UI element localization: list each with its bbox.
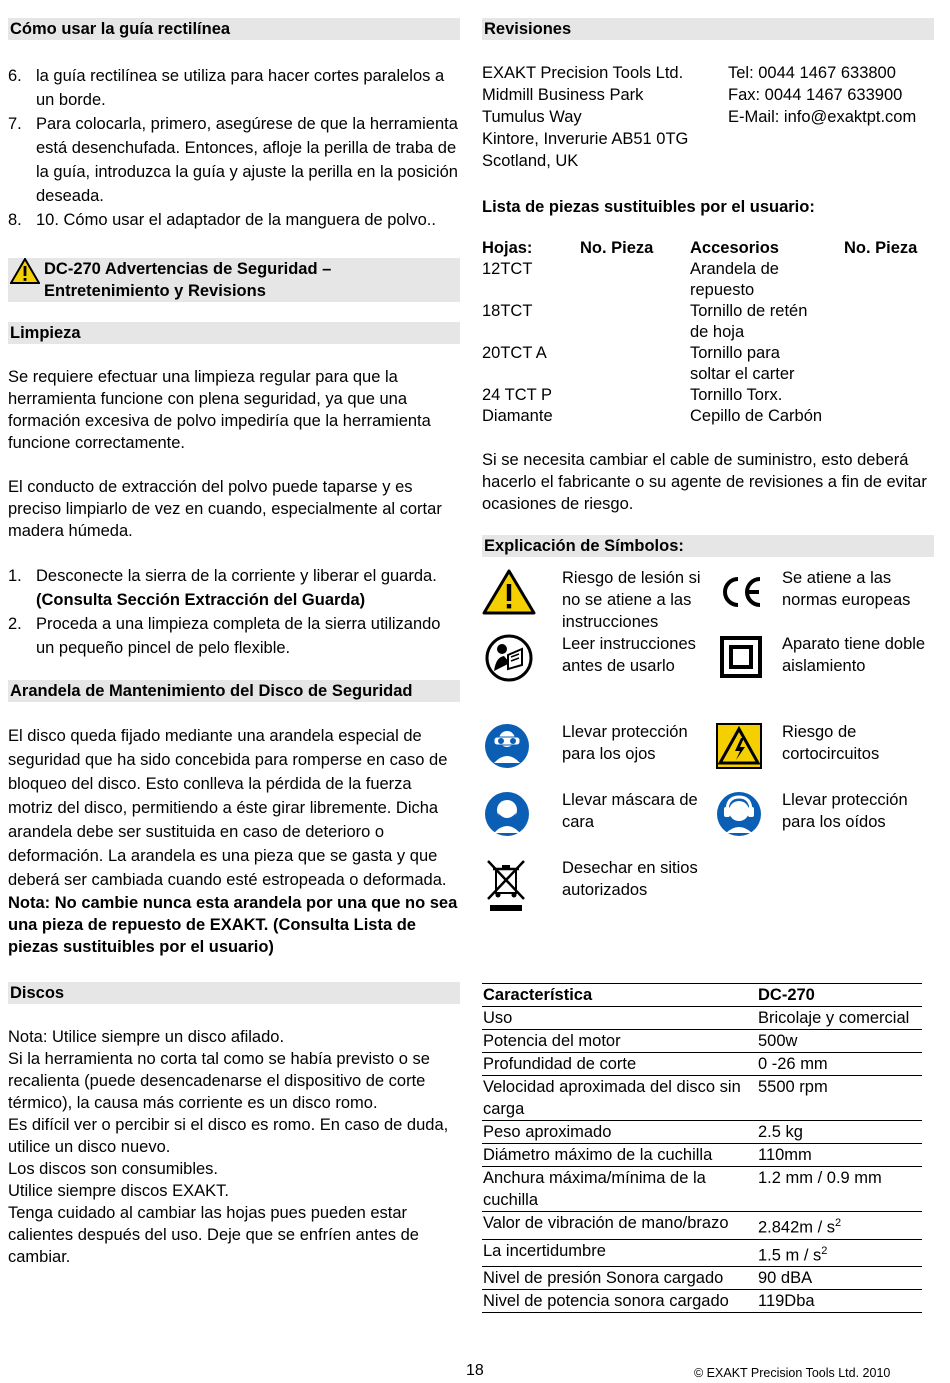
blade-name: 12TCT	[482, 260, 533, 278]
discs-heading: Discos	[8, 982, 460, 1004]
symbol-weee	[482, 857, 712, 917]
eye-protection-icon	[482, 721, 540, 771]
symbol-face-mask	[482, 789, 712, 839]
spec-value-text: 1.2 mm / 0.9 mm	[758, 1169, 882, 1187]
contact-line: E-Mail: info@exaktpt.com	[728, 108, 917, 126]
accessory-name: Tornillo Torx.	[690, 386, 783, 404]
guide-steps-list	[8, 64, 460, 232]
spec-name: Velocidad aproximada del disco sin carga	[482, 1076, 757, 1121]
discs-line: Si la herramienta no corta tal como se había previsto o se recalienta (puede desencadenarse el dispositivo de corte térmico), la causa más corriente es un disco romo.	[8, 1050, 430, 1112]
accessory-part-no	[844, 301, 934, 343]
address-line: Scotland, UK	[482, 152, 579, 170]
ce-mark-icon	[714, 567, 772, 617]
blade-name: 18TCT	[482, 302, 533, 320]
washer-paragraph: El disco queda fijado mediante una arandela especial de seguridad que ha sido concebida para romperse en caso de bloqueo del disco. Esto conlleva la pérdida de la fuerza motriz del disco, permitiendo a éste girar libremente. Dicha arandela debe ser sustituida en caso de deterioro o deformación. La arandela es una pieza que se gasta y que deberá ser cambiada cuando esté estropeada o deformada.	[8, 727, 448, 889]
spec-value-text: 90 dBA	[758, 1269, 813, 1287]
spec-value	[757, 1007, 922, 1030]
symbol-ce-text: Se atiene a las normas europeas	[782, 569, 911, 609]
copyright: © EXAKT Precision Tools Ltd. 2010	[694, 1366, 891, 1380]
guide-heading: Cómo usar la guía rectilínea	[8, 18, 460, 40]
revisions-heading: Revisiones	[482, 18, 934, 40]
spec-value	[757, 1167, 922, 1212]
spec-value	[757, 1144, 922, 1167]
parts-title: Lista de piezas sustituibles por el usuario:	[482, 198, 815, 216]
spec-row	[482, 1290, 922, 1313]
parts-row	[482, 259, 934, 301]
spec-row	[482, 1121, 922, 1144]
accessory-part-no	[844, 406, 934, 427]
spec-name: Característica	[482, 984, 757, 1007]
spec-name: Uso	[482, 1007, 757, 1030]
spec-name: Nivel de presión Sonora cargado	[482, 1267, 757, 1290]
weee-bin-icon	[482, 857, 540, 917]
discs-text	[8, 1026, 460, 1268]
blade-part-no	[580, 385, 690, 406]
warning-triangle-icon	[10, 258, 40, 284]
spec-name: Anchura máxima/mínima de la cuchilla	[482, 1167, 757, 1212]
page-number: 18	[466, 1362, 484, 1379]
spec-row	[482, 1053, 922, 1076]
contact-block	[482, 62, 934, 172]
guide-step	[8, 64, 460, 112]
blade-part-no	[580, 259, 690, 301]
spec-value	[757, 1076, 922, 1121]
washer-note: Nota: No cambie nunca esta arandela por una que no sea una pieza de repuesto de EXAKT. (Consulta Lista de piezas sustituibles por el usuario)	[8, 894, 458, 956]
right-column	[482, 18, 934, 1313]
cleaning-paragraph-2: El conducto de extracción del polvo puede taparse y es preciso limpiarlo de vez en cuando, especialmente al cortar madera húmeda.	[8, 478, 442, 540]
step-text: Desconecte la sierra de la corriente y liberar el guarda.	[36, 567, 437, 585]
spec-name: Profundidad de corte	[482, 1053, 757, 1076]
symbol-ear-protection	[714, 789, 942, 839]
contact-info	[728, 62, 916, 172]
guide-step	[8, 112, 460, 208]
address	[482, 62, 728, 172]
symbol-double-insulation-text: Aparato tiene doble aislamiento	[782, 635, 926, 675]
accessory-part-no	[844, 343, 934, 385]
spec-value-text: 119Dba	[758, 1292, 815, 1310]
blade-part-no	[580, 343, 690, 385]
contact-line: Fax: 0044 1467 633900	[728, 86, 903, 104]
symbol-face-mask-text: Llevar máscara de cara	[562, 791, 698, 831]
symbol-eye-protection-text: Llevar protección para los ojos	[562, 723, 688, 763]
symbols-grid	[482, 567, 934, 917]
double-insulation-icon	[714, 633, 772, 683]
address-line: EXAKT Precision Tools Ltd.	[482, 64, 684, 82]
spec-row	[482, 1167, 922, 1212]
spec-value	[757, 984, 922, 1007]
accessory-name: Arandela de repuesto	[690, 260, 779, 299]
parts-row	[482, 343, 934, 385]
spec-row	[482, 1076, 922, 1121]
symbol-double-insulation	[714, 633, 932, 683]
discs-line: Tenga cuidado al cambiar las hojas pues pueden estar calientes después del uso. Deje que se enfríen antes de cambiar.	[8, 1204, 419, 1266]
step-text: Proceda a una limpieza completa de la sierra utilizando un pequeño pincel de pelo flexible.	[36, 615, 441, 657]
spec-value-text: 2.5 kg	[758, 1123, 803, 1141]
spec-value-exponent: 2	[821, 1244, 828, 1257]
spec-value-text: 5500 rpm	[758, 1078, 828, 1096]
blade-part-no	[580, 406, 690, 427]
warning-triangle-icon	[482, 567, 540, 617]
safety-heading-box	[8, 258, 460, 302]
blade-name: 20TCT A	[482, 344, 547, 362]
spec-value-text: 1.5 m / s	[758, 1246, 822, 1264]
electric-hazard-icon	[714, 721, 772, 771]
spec-row	[482, 984, 922, 1007]
parts-row	[482, 301, 934, 343]
contact-line: Tel: 0044 1467 633800	[728, 64, 896, 82]
accessory-name: Tornillo para soltar el carter	[690, 344, 795, 383]
spec-name: Diámetro máximo de la cuchilla	[482, 1144, 757, 1167]
step-number: 2.	[8, 615, 22, 633]
parts-row	[482, 406, 934, 427]
safety-heading: DC-270 Advertencias de Seguridad – Entretenimiento y Revisions	[44, 260, 332, 300]
blade-part-no	[580, 301, 690, 343]
symbol-electric-hazard	[714, 721, 932, 771]
symbol-electric-hazard-text: Riesgo de cortocircuitos	[782, 723, 880, 763]
cleaning-step	[8, 612, 460, 660]
spec-value	[757, 1290, 922, 1313]
symbol-warning	[482, 567, 702, 633]
spec-row	[482, 1030, 922, 1053]
discs-line: Utilice siempre discos EXAKT.	[8, 1182, 229, 1200]
accessory-part-no	[844, 259, 934, 301]
spec-value-text: 2.842m / s	[758, 1218, 836, 1237]
step-reference: (Consulta Sección Extracción del Guarda)	[36, 591, 366, 609]
spec-row	[482, 1144, 922, 1167]
spec-name: Potencia del motor	[482, 1030, 757, 1053]
symbol-ear-protection-text: Llevar protección para los oídos	[782, 791, 908, 831]
discs-line: Nota: Utilice siempre un disco afilado.	[8, 1028, 285, 1046]
symbol-read-manual-text: Leer instrucciones antes de usarlo	[562, 635, 696, 675]
spec-value	[757, 1053, 922, 1076]
specs-table	[482, 983, 922, 1313]
spec-value-text: 500w	[758, 1032, 798, 1050]
blade-name: Diamante	[482, 407, 553, 425]
accessory-part-no	[844, 385, 934, 406]
accessory-name: Tornillo de retén de hoja	[690, 302, 808, 341]
spec-value-exponent: 2	[835, 1217, 842, 1229]
accessory-name: Cepillo de Carbón	[690, 407, 823, 425]
spec-name: Peso aproximado	[482, 1121, 757, 1144]
left-column	[8, 18, 460, 1268]
symbol-eye-protection	[482, 721, 712, 771]
cleaning-steps-list	[8, 564, 460, 660]
cleaning-step	[8, 564, 460, 612]
spec-value-text: DC-270	[758, 986, 815, 1004]
parts-table	[482, 238, 934, 427]
symbol-weee-text: Desechar en sitios autorizados	[562, 859, 698, 899]
spec-row	[482, 1267, 922, 1290]
discs-line: Es difícil ver o percibir si el disco es romo. En caso de duda, utilice un disco nuevo.	[8, 1116, 449, 1156]
parts-header-part-no: No. Pieza	[580, 239, 654, 257]
spec-value-text: 0 -26 mm	[758, 1055, 828, 1073]
read-manual-icon	[482, 633, 540, 683]
symbol-warning-text: Riesgo de lesión si no se atiene a las instrucciones	[562, 569, 701, 631]
blade-name: 24 TCT P	[482, 386, 553, 404]
step-text: la guía rectilínea se utiliza para hacer cortes paralelos a un borde.	[36, 67, 445, 109]
cleaning-paragraph-1: Se requiere efectuar una limpieza regular para que la herramienta funcione con plena seguridad, ya que una formación excesiva de polvo impediría que la herramienta funcione correctamente.	[8, 368, 431, 452]
cable-paragraph: Si se necesita cambiar el cable de suministro, esto deberá hacerlo el fabricante o su agente de revisiones a fin de evitar ocasiones de riesgo.	[482, 451, 927, 513]
address-line: Kintore, Inverurie AB51 0TG	[482, 130, 689, 148]
parts-header-part-no-2: No. Pieza	[844, 239, 918, 257]
symbols-heading: Explicación de Símbolos:	[482, 535, 934, 557]
step-number: 7.	[8, 115, 22, 133]
step-number: 1.	[8, 567, 22, 585]
spec-value-text: 110mm	[758, 1146, 812, 1164]
spec-value	[757, 1267, 922, 1290]
spec-value	[757, 1239, 922, 1267]
spec-row	[482, 1239, 922, 1267]
spec-name: La incertidumbre	[482, 1239, 757, 1267]
ear-protection-icon	[714, 789, 772, 839]
spec-value-text: Bricolaje y comercial	[758, 1009, 910, 1027]
spec-value	[757, 1121, 922, 1144]
symbol-read-manual	[482, 633, 702, 683]
spec-value	[757, 1212, 922, 1240]
spec-row	[482, 1212, 922, 1240]
spec-name: Nivel de potencia sonora cargado	[482, 1290, 757, 1313]
step-number: 6.	[8, 67, 22, 85]
address-line: Midmill Business Park	[482, 86, 644, 104]
parts-header-row	[482, 238, 934, 259]
address-line: Tumulus Way	[482, 108, 582, 126]
parts-header-blades: Hojas:	[482, 239, 533, 257]
parts-header-accessories: Accesorios	[690, 239, 779, 257]
step-text: 10. Cómo usar el adaptador de la manguera de polvo..	[36, 211, 436, 229]
step-text: Para colocarla, primero, asegúrese de que la herramienta está desenchufada. Entonces, afloje la perilla de traba de la guía, introduzca la guía y ajuste la perilla en la posición deseada.	[36, 115, 458, 205]
spec-value	[757, 1030, 922, 1053]
cleaning-heading: Limpieza	[8, 322, 460, 344]
face-mask-icon	[482, 789, 540, 839]
spec-name: Valor de vibración de mano/brazo	[482, 1212, 757, 1240]
washer-heading: Arandela de Mantenimiento del Disco de Seguridad	[8, 680, 460, 702]
spec-row	[482, 1007, 922, 1030]
parts-row	[482, 385, 934, 406]
guide-step	[8, 208, 460, 232]
step-number: 8.	[8, 211, 22, 229]
symbol-ce	[714, 567, 932, 617]
discs-line: Los discos son consumibles.	[8, 1160, 219, 1178]
